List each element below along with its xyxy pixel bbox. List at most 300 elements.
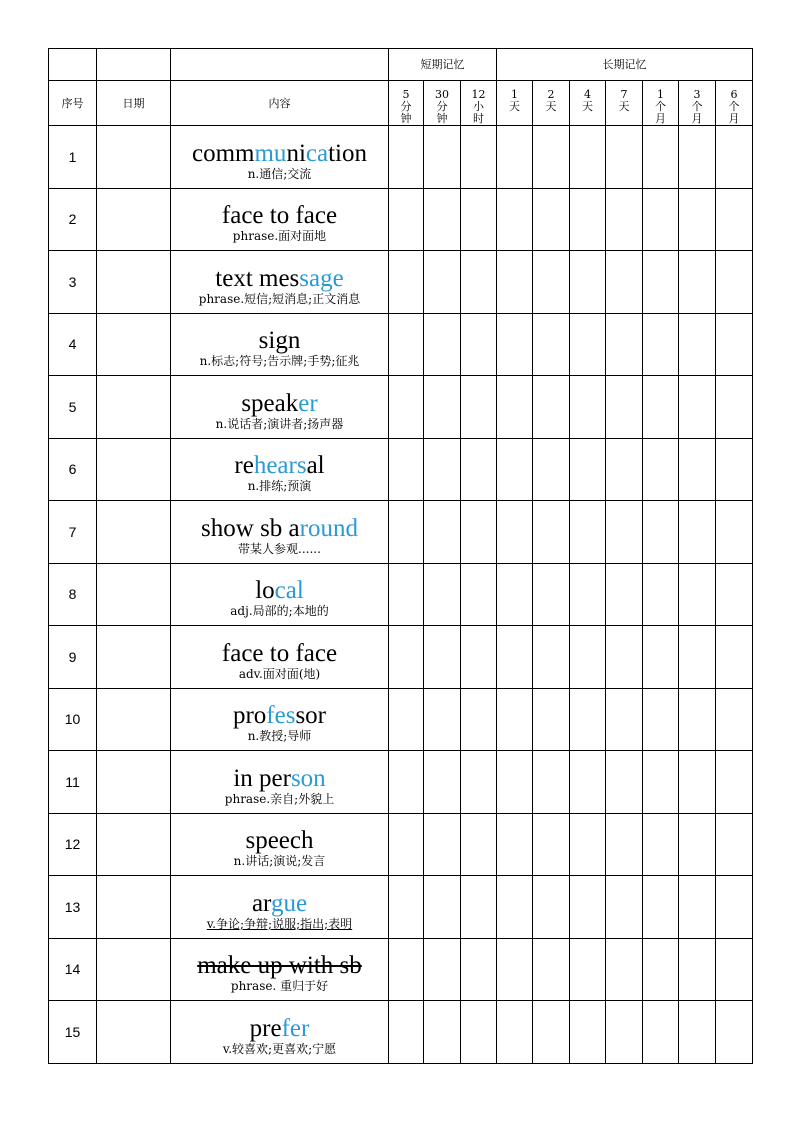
word-meaning: phrase.面对面地 bbox=[232, 229, 327, 244]
review-checkbox-cell[interactable] bbox=[389, 501, 424, 564]
review-checkbox-cell[interactable] bbox=[679, 751, 716, 814]
review-checkbox-cell[interactable] bbox=[533, 251, 570, 314]
review-checkbox-cell[interactable] bbox=[461, 313, 497, 376]
review-checkbox-cell[interactable] bbox=[570, 626, 606, 689]
review-checkbox-cell[interactable] bbox=[643, 938, 679, 1001]
interval-header bbox=[461, 81, 497, 126]
review-checkbox-cell[interactable] bbox=[716, 251, 753, 314]
review-checkbox-cell[interactable] bbox=[679, 813, 716, 876]
review-checkbox-cell[interactable] bbox=[679, 563, 716, 626]
review-checkbox-cell[interactable] bbox=[389, 376, 424, 439]
review-checkbox-cell[interactable] bbox=[497, 1001, 533, 1064]
review-checkbox-cell[interactable] bbox=[570, 501, 606, 564]
review-checkbox-cell[interactable] bbox=[679, 376, 716, 439]
review-checkbox-cell[interactable] bbox=[643, 251, 679, 314]
review-checkbox-cell[interactable] bbox=[679, 876, 716, 939]
review-checkbox-cell[interactable] bbox=[716, 313, 753, 376]
review-checkbox-cell[interactable] bbox=[389, 251, 424, 314]
review-checkbox-cell[interactable] bbox=[424, 251, 461, 314]
review-checkbox-cell[interactable] bbox=[716, 938, 753, 1001]
review-checkbox-cell[interactable] bbox=[533, 813, 570, 876]
vocab-word bbox=[171, 266, 388, 292]
review-checkbox-cell[interactable] bbox=[716, 876, 753, 939]
review-checkbox-cell[interactable] bbox=[461, 251, 497, 314]
review-checkbox-cell[interactable] bbox=[497, 251, 533, 314]
review-checkbox-cell[interactable] bbox=[461, 376, 497, 439]
vocab-word bbox=[171, 828, 388, 854]
review-checkbox-cell[interactable] bbox=[679, 1001, 716, 1064]
content-cell bbox=[171, 813, 389, 876]
review-checkbox-cell[interactable] bbox=[389, 938, 424, 1001]
word-meaning: phrase.亲自;外貌上 bbox=[224, 791, 335, 806]
interval-header-char: 5 bbox=[402, 88, 410, 101]
table-row bbox=[49, 813, 753, 876]
vocab-word bbox=[171, 891, 388, 917]
review-checkbox-cell[interactable] bbox=[606, 188, 643, 251]
review-checkbox-cell[interactable] bbox=[424, 751, 461, 814]
review-checkbox-cell[interactable] bbox=[679, 501, 716, 564]
review-checkbox-cell[interactable] bbox=[533, 188, 570, 251]
review-checkbox-cell[interactable] bbox=[461, 626, 497, 689]
review-checkbox-cell[interactable] bbox=[497, 501, 533, 564]
word-meaning: v.争论;争辩;说服;指出;表明 bbox=[206, 916, 353, 931]
table-row bbox=[49, 563, 753, 626]
review-checkbox-cell[interactable] bbox=[570, 813, 606, 876]
review-checkbox-cell[interactable] bbox=[497, 751, 533, 814]
review-checkbox-cell[interactable] bbox=[606, 626, 643, 689]
review-checkbox-cell[interactable] bbox=[533, 938, 570, 1001]
review-checkbox-cell[interactable] bbox=[716, 376, 753, 439]
table-row bbox=[49, 126, 753, 189]
interval-header-char: 1 bbox=[511, 88, 518, 101]
word-part: speech bbox=[245, 827, 314, 855]
interval-header-char: 个 bbox=[655, 100, 666, 113]
review-checkbox-cell[interactable] bbox=[461, 938, 497, 1001]
review-checkbox-cell[interactable] bbox=[424, 438, 461, 501]
interval-header bbox=[389, 81, 424, 126]
word-part: speak bbox=[241, 389, 299, 417]
review-checkbox-cell[interactable] bbox=[570, 751, 606, 814]
word-part: sor bbox=[295, 702, 327, 730]
review-checkbox-cell[interactable] bbox=[424, 938, 461, 1001]
interval-header-char: 天 bbox=[509, 100, 520, 113]
review-checkbox-cell[interactable] bbox=[716, 126, 753, 189]
date-cell[interactable] bbox=[97, 813, 171, 876]
content-cell bbox=[171, 563, 389, 626]
review-checkbox-cell[interactable] bbox=[461, 876, 497, 939]
interval-header-char: 天 bbox=[545, 100, 557, 113]
review-checkbox-cell[interactable] bbox=[643, 751, 679, 814]
review-checkbox-cell[interactable] bbox=[389, 313, 424, 376]
review-checkbox-cell[interactable] bbox=[533, 751, 570, 814]
word-meaning: adv.面对面(地) bbox=[238, 666, 321, 681]
review-checkbox-cell[interactable] bbox=[461, 438, 497, 501]
review-checkbox-cell[interactable] bbox=[533, 626, 570, 689]
review-checkbox-cell[interactable] bbox=[424, 1001, 461, 1064]
review-checkbox-cell[interactable] bbox=[461, 1001, 497, 1064]
review-checkbox-cell[interactable] bbox=[716, 501, 753, 564]
review-checkbox-cell[interactable] bbox=[606, 313, 643, 376]
interval-header-char: 4 bbox=[584, 88, 591, 101]
index-header: 序号 bbox=[49, 81, 97, 126]
review-checkbox-cell[interactable] bbox=[679, 251, 716, 314]
table-row bbox=[49, 751, 753, 814]
review-checkbox-cell[interactable] bbox=[533, 876, 570, 939]
review-checkbox-cell[interactable] bbox=[497, 563, 533, 626]
table-row bbox=[49, 938, 753, 1001]
row-index: 11 bbox=[49, 751, 97, 814]
vocab-word bbox=[171, 516, 388, 542]
review-checkbox-cell[interactable] bbox=[570, 376, 606, 439]
review-checkbox-cell[interactable] bbox=[461, 501, 497, 564]
review-checkbox-cell[interactable] bbox=[716, 813, 753, 876]
word-part: re bbox=[234, 452, 254, 480]
word-highlight-part: sage bbox=[299, 264, 344, 292]
review-checkbox-cell[interactable] bbox=[606, 1001, 643, 1064]
review-checkbox-cell[interactable] bbox=[679, 126, 716, 189]
word-part: lo bbox=[255, 577, 275, 605]
review-checkbox-cell[interactable] bbox=[606, 876, 643, 939]
row-index: 2 bbox=[49, 188, 97, 251]
interval-header-char: 钟 bbox=[436, 112, 448, 125]
review-checkbox-cell[interactable] bbox=[643, 313, 679, 376]
review-checkbox-cell[interactable] bbox=[606, 501, 643, 564]
table-row bbox=[49, 313, 753, 376]
table-row bbox=[49, 1001, 753, 1064]
word-part: tion bbox=[328, 139, 367, 167]
review-checkbox-cell[interactable] bbox=[389, 1001, 424, 1064]
word-highlight-part: ca bbox=[305, 139, 329, 167]
review-checkbox-cell[interactable] bbox=[424, 688, 461, 751]
date-cell[interactable] bbox=[97, 376, 171, 439]
content-cell bbox=[171, 251, 389, 314]
table-row bbox=[49, 188, 753, 251]
review-checkbox-cell[interactable] bbox=[533, 501, 570, 564]
vocab-word bbox=[171, 1016, 388, 1042]
word-part: show sb a bbox=[201, 514, 300, 542]
date-cell[interactable] bbox=[97, 251, 171, 314]
row-index: 13 bbox=[49, 876, 97, 939]
interval-header-char: 个 bbox=[691, 100, 703, 113]
review-checkbox-cell[interactable] bbox=[424, 563, 461, 626]
vocab-word bbox=[171, 578, 388, 604]
content-header: 内容 bbox=[171, 81, 389, 126]
interval-header-char: 分 bbox=[436, 100, 448, 113]
review-checkbox-cell[interactable] bbox=[461, 126, 497, 189]
long-term-memory-header: 长期记忆 bbox=[497, 49, 753, 81]
review-checkbox-cell[interactable] bbox=[497, 313, 533, 376]
review-checkbox-cell[interactable] bbox=[570, 563, 606, 626]
date-cell[interactable] bbox=[97, 751, 171, 814]
date-cell[interactable] bbox=[97, 1001, 171, 1064]
interval-header-char: 7 bbox=[620, 88, 628, 101]
review-checkbox-cell[interactable] bbox=[643, 876, 679, 939]
review-checkbox-cell[interactable] bbox=[679, 938, 716, 1001]
review-checkbox-cell[interactable] bbox=[716, 188, 753, 251]
review-checkbox-cell[interactable] bbox=[461, 751, 497, 814]
interval-header-char: 12 bbox=[471, 88, 486, 101]
review-checkbox-cell[interactable] bbox=[570, 313, 606, 376]
review-checkbox-cell[interactable] bbox=[424, 501, 461, 564]
vocab-word bbox=[171, 641, 388, 667]
vocab-word bbox=[171, 141, 388, 167]
interval-header bbox=[679, 81, 716, 126]
table-row bbox=[49, 876, 753, 939]
word-meaning: n.通信;交流 bbox=[247, 166, 312, 181]
date-cell[interactable] bbox=[97, 938, 171, 1001]
review-checkbox-cell[interactable] bbox=[497, 813, 533, 876]
word-part: face to face bbox=[221, 202, 338, 230]
review-checkbox-cell[interactable] bbox=[606, 813, 643, 876]
review-checkbox-cell[interactable] bbox=[533, 126, 570, 189]
word-part: ar bbox=[251, 889, 271, 917]
review-checkbox-cell[interactable] bbox=[424, 188, 461, 251]
review-checkbox-cell[interactable] bbox=[570, 1001, 606, 1064]
word-highlight-part: gue bbox=[270, 889, 308, 917]
interval-header-char: 天 bbox=[618, 100, 630, 113]
review-checkbox-cell[interactable] bbox=[389, 126, 424, 189]
review-checkbox-cell[interactable] bbox=[389, 688, 424, 751]
word-highlight-part: round bbox=[299, 514, 358, 542]
review-checkbox-cell[interactable] bbox=[497, 438, 533, 501]
review-checkbox-cell[interactable] bbox=[716, 688, 753, 751]
word-meaning: adj.局部的;本地的 bbox=[230, 604, 329, 619]
blank-cell bbox=[171, 49, 389, 81]
row-index: 15 bbox=[49, 1001, 97, 1064]
word-highlight-part: mu bbox=[254, 139, 287, 167]
word-part: comm bbox=[191, 139, 255, 167]
review-checkbox-cell[interactable] bbox=[424, 876, 461, 939]
word-part: ni bbox=[286, 139, 306, 167]
row-index: 12 bbox=[49, 813, 97, 876]
table-row bbox=[49, 688, 753, 751]
word-part: sign bbox=[258, 327, 301, 355]
interval-header-char: 个 bbox=[728, 100, 740, 113]
review-checkbox-cell[interactable] bbox=[606, 688, 643, 751]
word-meaning: n.教授;导师 bbox=[247, 729, 312, 744]
review-checkbox-cell[interactable] bbox=[643, 438, 679, 501]
content-cell bbox=[171, 313, 389, 376]
word-meaning: v.较喜欢;更喜欢;宁愿 bbox=[222, 1041, 337, 1056]
word-meaning: n.说话者;演讲者;扬声器 bbox=[215, 416, 344, 431]
table-row bbox=[49, 501, 753, 564]
vocab-word bbox=[171, 453, 388, 479]
date-cell[interactable] bbox=[97, 438, 171, 501]
date-cell[interactable] bbox=[97, 876, 171, 939]
blank-cell bbox=[49, 49, 97, 81]
review-checkbox-cell[interactable] bbox=[643, 813, 679, 876]
group-header-row bbox=[49, 49, 753, 81]
interval-header bbox=[533, 81, 570, 126]
row-index: 8 bbox=[49, 563, 97, 626]
date-header: 日期 bbox=[97, 81, 171, 126]
interval-header-char: 月 bbox=[728, 112, 740, 125]
vocab-word bbox=[171, 953, 388, 979]
interval-header-char: 6 bbox=[730, 88, 738, 101]
review-checkbox-cell[interactable] bbox=[570, 251, 606, 314]
content-cell bbox=[171, 438, 389, 501]
table-row bbox=[49, 376, 753, 439]
review-checkbox-cell[interactable] bbox=[606, 376, 643, 439]
content-cell bbox=[171, 626, 389, 689]
content-cell bbox=[171, 751, 389, 814]
review-checkbox-cell[interactable] bbox=[389, 563, 424, 626]
word-meaning: n.标志;符号;告示牌;手势;征兆 bbox=[199, 354, 360, 369]
word-highlight-part: hears bbox=[253, 452, 307, 480]
vocab-word bbox=[171, 766, 388, 792]
interval-header-char: 1 bbox=[657, 88, 664, 101]
interval-header-char: 月 bbox=[691, 112, 703, 125]
review-checkbox-cell[interactable] bbox=[389, 876, 424, 939]
interval-header bbox=[497, 81, 533, 126]
review-checkbox-cell[interactable] bbox=[497, 188, 533, 251]
review-checkbox-cell[interactable] bbox=[389, 626, 424, 689]
date-cell[interactable] bbox=[97, 126, 171, 189]
review-checkbox-cell[interactable] bbox=[389, 813, 424, 876]
review-checkbox-cell[interactable] bbox=[497, 688, 533, 751]
review-checkbox-cell[interactable] bbox=[643, 126, 679, 189]
review-checkbox-cell[interactable] bbox=[497, 376, 533, 439]
blank-cell bbox=[97, 49, 171, 81]
review-checkbox-cell[interactable] bbox=[497, 626, 533, 689]
word-part: in per bbox=[233, 764, 291, 792]
content-cell bbox=[171, 688, 389, 751]
review-checkbox-cell[interactable] bbox=[643, 626, 679, 689]
review-checkbox-cell[interactable] bbox=[424, 813, 461, 876]
review-checkbox-cell[interactable] bbox=[643, 188, 679, 251]
row-index: 10 bbox=[49, 688, 97, 751]
row-index: 6 bbox=[49, 438, 97, 501]
word-part: pro bbox=[232, 702, 267, 730]
review-checkbox-cell[interactable] bbox=[679, 438, 716, 501]
content-cell bbox=[171, 938, 389, 1001]
review-checkbox-cell[interactable] bbox=[679, 626, 716, 689]
interval-header-char: 钟 bbox=[400, 112, 412, 125]
vocab-word bbox=[171, 203, 388, 229]
review-checkbox-cell[interactable] bbox=[497, 938, 533, 1001]
interval-header bbox=[424, 81, 461, 126]
word-part: pre bbox=[249, 1014, 282, 1042]
review-checkbox-cell[interactable] bbox=[643, 376, 679, 439]
review-checkbox-cell[interactable] bbox=[497, 126, 533, 189]
review-checkbox-cell[interactable] bbox=[643, 563, 679, 626]
review-checkbox-cell[interactable] bbox=[716, 563, 753, 626]
row-index: 14 bbox=[49, 938, 97, 1001]
review-checkbox-cell[interactable] bbox=[497, 876, 533, 939]
date-cell[interactable] bbox=[97, 501, 171, 564]
date-cell[interactable] bbox=[97, 188, 171, 251]
content-cell bbox=[171, 501, 389, 564]
content-cell bbox=[171, 1001, 389, 1064]
review-checkbox-cell[interactable] bbox=[461, 563, 497, 626]
review-checkbox-cell[interactable] bbox=[643, 1001, 679, 1064]
word-highlight-part: fer bbox=[281, 1014, 310, 1042]
table-row bbox=[49, 438, 753, 501]
review-checkbox-cell[interactable] bbox=[533, 376, 570, 439]
vocabulary-review-table bbox=[48, 48, 753, 1064]
interval-header-char: 3 bbox=[693, 88, 701, 101]
review-checkbox-cell[interactable] bbox=[679, 313, 716, 376]
review-checkbox-cell[interactable] bbox=[716, 626, 753, 689]
review-checkbox-cell[interactable] bbox=[570, 688, 606, 751]
table-row bbox=[49, 626, 753, 689]
review-checkbox-cell[interactable] bbox=[570, 938, 606, 1001]
review-checkbox-cell[interactable] bbox=[424, 626, 461, 689]
word-part: make up with sb bbox=[197, 952, 362, 980]
review-checkbox-cell[interactable] bbox=[570, 188, 606, 251]
date-cell[interactable] bbox=[97, 563, 171, 626]
row-index: 9 bbox=[49, 626, 97, 689]
content-cell bbox=[171, 876, 389, 939]
review-checkbox-cell[interactable] bbox=[424, 376, 461, 439]
review-checkbox-cell[interactable] bbox=[606, 938, 643, 1001]
review-checkbox-cell[interactable] bbox=[461, 188, 497, 251]
table-row bbox=[49, 251, 753, 314]
interval-header-char: 时 bbox=[473, 112, 484, 125]
word-meaning: 带某人参观...... bbox=[238, 541, 321, 556]
word-highlight-part: fes bbox=[266, 702, 296, 730]
review-checkbox-cell[interactable] bbox=[716, 438, 753, 501]
review-checkbox-cell[interactable] bbox=[389, 188, 424, 251]
review-checkbox-cell[interactable] bbox=[533, 1001, 570, 1064]
review-checkbox-cell[interactable] bbox=[533, 438, 570, 501]
review-checkbox-cell[interactable] bbox=[461, 813, 497, 876]
row-index: 5 bbox=[49, 376, 97, 439]
review-checkbox-cell[interactable] bbox=[606, 751, 643, 814]
review-checkbox-cell[interactable] bbox=[533, 688, 570, 751]
content-cell bbox=[171, 126, 389, 189]
word-part: al bbox=[306, 452, 325, 480]
review-checkbox-cell[interactable] bbox=[461, 688, 497, 751]
review-checkbox-cell[interactable] bbox=[570, 876, 606, 939]
interval-header bbox=[606, 81, 643, 126]
row-index: 4 bbox=[49, 313, 97, 376]
review-checkbox-cell[interactable] bbox=[570, 126, 606, 189]
review-checkbox-cell[interactable] bbox=[716, 751, 753, 814]
date-cell[interactable] bbox=[97, 688, 171, 751]
review-checkbox-cell[interactable] bbox=[606, 251, 643, 314]
review-checkbox-cell[interactable] bbox=[643, 501, 679, 564]
review-checkbox-cell[interactable] bbox=[570, 438, 606, 501]
review-checkbox-cell[interactable] bbox=[424, 126, 461, 189]
review-checkbox-cell[interactable] bbox=[643, 688, 679, 751]
content-cell bbox=[171, 188, 389, 251]
review-checkbox-cell[interactable] bbox=[606, 438, 643, 501]
review-checkbox-cell[interactable] bbox=[424, 313, 461, 376]
date-cell[interactable] bbox=[97, 313, 171, 376]
review-checkbox-cell[interactable] bbox=[679, 188, 716, 251]
interval-header-char: 2 bbox=[547, 88, 555, 101]
review-checkbox-cell[interactable] bbox=[389, 751, 424, 814]
review-checkbox-cell[interactable] bbox=[606, 126, 643, 189]
date-cell[interactable] bbox=[97, 626, 171, 689]
interval-header bbox=[643, 81, 679, 126]
review-checkbox-cell[interactable] bbox=[679, 688, 716, 751]
word-highlight-part: er bbox=[298, 389, 318, 417]
review-checkbox-cell[interactable] bbox=[533, 563, 570, 626]
interval-header-char: 月 bbox=[655, 112, 666, 125]
column-header-row bbox=[49, 81, 753, 126]
interval-header bbox=[716, 81, 753, 126]
review-checkbox-cell[interactable] bbox=[606, 563, 643, 626]
review-checkbox-cell[interactable] bbox=[389, 438, 424, 501]
interval-header-char: 天 bbox=[582, 100, 593, 113]
review-checkbox-cell[interactable] bbox=[716, 1001, 753, 1064]
word-meaning: phrase.短信;短消息;正文消息 bbox=[198, 291, 361, 306]
word-part: text mes bbox=[215, 264, 300, 292]
content-cell bbox=[171, 376, 389, 439]
review-checkbox-cell[interactable] bbox=[533, 313, 570, 376]
